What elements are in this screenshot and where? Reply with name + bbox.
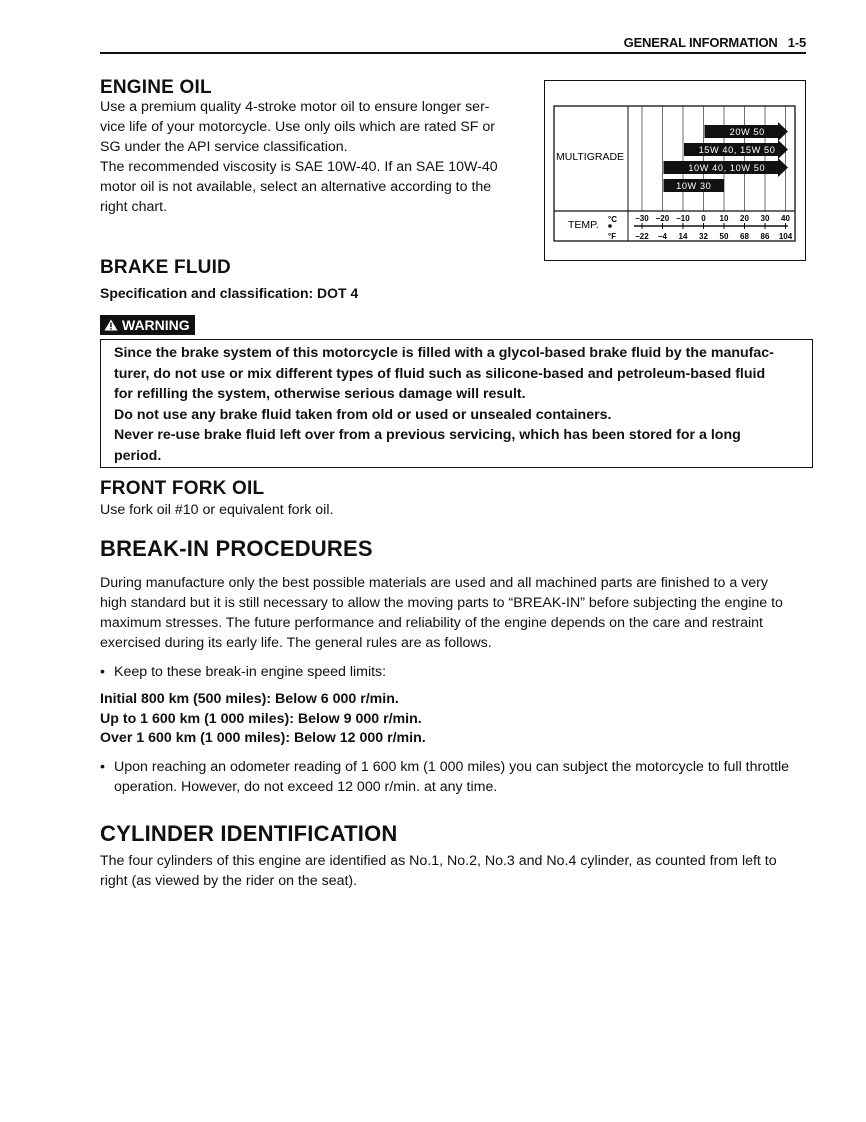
warning-line: for refilling the system, otherwise serious damage will result. (114, 386, 526, 402)
speed-limit-line: Up to 1 600 km (1 000 miles): Below 9 000 r/min. (100, 710, 422, 727)
celsius-tick-label: –20 (655, 214, 670, 223)
celsius-tick-label: 10 (719, 214, 729, 223)
viscosity-chart (544, 80, 806, 261)
page-number: 1-5 (787, 35, 806, 50)
cylinder-text (100, 851, 806, 891)
front-fork-heading: FRONT FORK OIL (100, 478, 265, 499)
engine-oil-line: The recommended viscosity is SAE 10W-40. If an SAE 10W-40 (100, 159, 498, 175)
celsius-tick-label: –10 (676, 214, 690, 223)
break-in-line: exercised during its early life. The general rules are as follows. (100, 635, 492, 651)
warning-line: Do not use any brake fluid taken from old or used or unsealed containers. (114, 406, 612, 423)
break-in-line: maximum stresses. The future performance and reliability of the engine depends on the care and restraint (100, 615, 763, 631)
engine-oil-line: SG under the API service classification. (100, 139, 348, 155)
warning-line: period. (114, 447, 162, 464)
celsius-tick-label: 20 (740, 214, 749, 223)
fahrenheit-tick-label: 32 (699, 232, 708, 241)
bullet-text: Keep to these break-in engine speed limits: (114, 664, 387, 680)
odometer-bullet (100, 757, 806, 797)
celsius-tick-label: 30 (760, 214, 770, 223)
speed-limits (100, 690, 426, 749)
engine-oil-line: vice life of your motorcycle. Use only oils which are rated SF or (100, 119, 496, 135)
break-in-text (100, 573, 806, 653)
celsius-tick-label: 0 (701, 214, 706, 223)
cylinder-heading: CYLINDER IDENTIFICATION (100, 821, 398, 846)
multigrade-label: MULTIGRADE (556, 151, 625, 163)
fahrenheit-tick-label: 68 (740, 232, 749, 241)
brake-fluid-heading: BRAKE FLUID (100, 257, 231, 278)
fahrenheit-tick-label: 104 (778, 232, 793, 241)
front-fork-text: Use fork oil #10 or equivalent fork oil. (100, 502, 334, 518)
fahrenheit-unit: °F (608, 232, 617, 241)
break-in-line: high standard but it is still necessary to allow the moving parts to “BREAK-IN” before subjecting the engine to (100, 595, 783, 611)
header-title: GENERAL INFORMATION (623, 35, 778, 50)
celsius-tick-label: –30 (635, 214, 649, 223)
temp-axis-label: TEMP. (568, 219, 599, 231)
fahrenheit-tick-label: 50 (719, 232, 729, 241)
cylinder-line: right (as viewed by the rider on the seat). (100, 873, 358, 889)
axis-dot-icon (608, 224, 612, 228)
cylinder-line: The four cylinders of this engine are identified as No.1, No.2, No.3 and No.4 cylinder, as counted from left to (100, 853, 777, 869)
bullet-line: operation. However, do not exceed 12 000 r/min. at any time. (114, 779, 498, 795)
engine-oil-line: motor oil is not available, select an alternative according to the (100, 179, 492, 195)
header-rule (100, 52, 806, 54)
bullet-line: Upon reaching an odometer reading of 1 600 km (1 000 miles) you can subject the motorcycle to full throttle (114, 759, 790, 775)
viscosity-bar-label: 20W 50 (729, 127, 765, 137)
fahrenheit-tick-label: 14 (678, 232, 688, 241)
viscosity-bar-label: 10W 30 (676, 181, 712, 191)
warning-line: Since the brake system of this motorcycle is filled with a glycol-based brake fluid by the manufac- (114, 345, 774, 361)
bullet-marker: • (100, 759, 105, 775)
speed-limit-line: Over 1 600 km (1 000 miles): Below 12 000 r/min. (100, 730, 426, 746)
bullet-text (114, 757, 806, 797)
warning-badge (100, 315, 195, 335)
speed-limit-line: Initial 800 km (500 miles): Below 6 000 r/min. (100, 691, 399, 707)
fahrenheit-tick-label: –4 (658, 232, 667, 241)
engine-oil-line: right chart. (100, 199, 168, 215)
running-header (624, 35, 806, 50)
brake-fluid-spec: Specification and classification: DOT 4 (100, 285, 359, 301)
warning-line: Never re-use brake fluid left over from a previous servicing, which has been stored for a long (114, 427, 741, 443)
speed-limit-bullet (100, 662, 806, 682)
break-in-line: During manufacture only the best possible materials are used and all machined parts are finished to a very (100, 575, 768, 591)
warning-label: WARNING (122, 317, 190, 333)
warning-line: turer, do not use or mix different types of fluid such as silicone-based and petroleum-based fluid (114, 365, 766, 382)
celsius-unit: °C (608, 215, 617, 224)
bullet-marker: • (100, 664, 105, 680)
engine-oil-line: Use a premium quality 4-stroke motor oil to ensure longer ser- (100, 99, 490, 115)
viscosity-bar-label: 15W 40, 15W 50 (698, 145, 776, 155)
celsius-tick-label: 40 (781, 214, 790, 223)
warning-triangle-icon (104, 319, 118, 331)
engine-oil-text (100, 97, 521, 217)
viscosity-bar-label: 10W 40, 10W 50 (688, 163, 766, 173)
fahrenheit-tick-label: –22 (635, 232, 649, 241)
warning-box (100, 339, 813, 468)
engine-oil-heading: ENGINE OIL (100, 77, 212, 98)
break-in-heading: BREAK-IN PROCEDURES (100, 536, 373, 561)
fahrenheit-tick-label: 86 (760, 232, 770, 241)
